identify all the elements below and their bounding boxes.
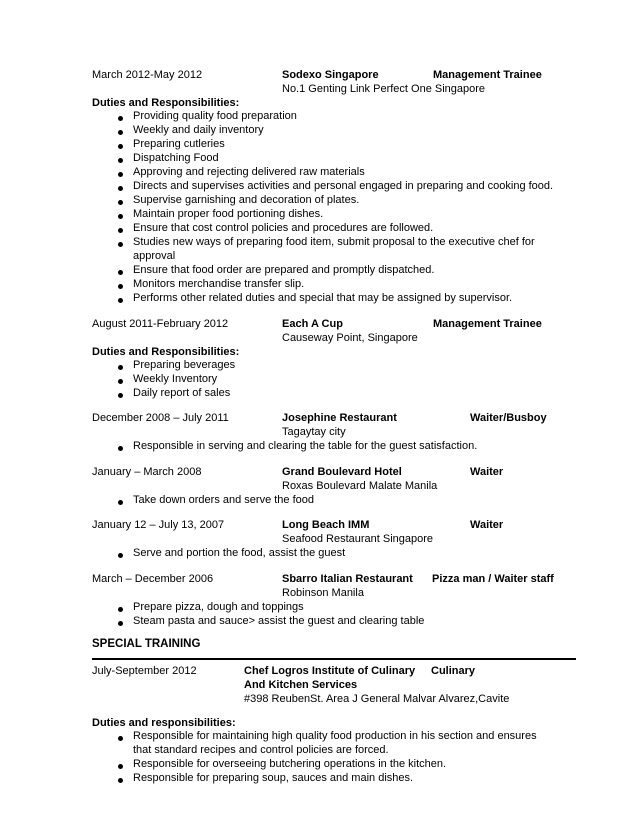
job-date: January – March 2008 <box>92 466 202 478</box>
duty-item: Performs other related duties and special that may be assigned by supervisor. <box>133 292 513 304</box>
duty-item: Ensure that food order are prepared and promptly dispatched. <box>133 264 435 276</box>
duty-item: Preparing cutleries <box>133 138 225 150</box>
bullet-icon <box>118 298 123 303</box>
job-position: Waiter <box>470 519 504 531</box>
duty-item: Supervise garnishing and decoration of plates. <box>133 194 360 206</box>
duties-heading: Duties and Responsibilities: <box>92 346 240 358</box>
job-address: No.1 Genting Link Perfect One Singapore <box>282 83 486 95</box>
bullet-icon <box>118 736 123 741</box>
training-address: #398 ReubenSt. Area J General Malvar Alvarez,Cavite <box>244 693 510 705</box>
duty-item: Responsible for maintaining high quality food production in his section and ensures <box>133 730 537 742</box>
duty-item-continued: that standard recipes and control policies are forced. <box>133 744 389 756</box>
bullet-icon <box>118 607 123 612</box>
bullet-icon <box>118 393 123 398</box>
bullet-icon <box>118 130 123 135</box>
bullet-icon <box>118 214 123 219</box>
job-company: Long Beach IMM <box>282 519 370 531</box>
duty-item: Monitors merchandise transfer slip. <box>133 278 305 290</box>
job-position: Management Trainee <box>433 318 542 330</box>
job-date: March 2012-May 2012 <box>92 69 203 81</box>
job-address: Seafood Restaurant Singapore <box>282 533 434 545</box>
job-position: Waiter <box>470 466 504 478</box>
bullet-icon <box>118 379 123 384</box>
duty-item-continued: approval <box>133 250 176 262</box>
bullet-icon <box>118 144 123 149</box>
training-course: Culinary <box>431 665 476 677</box>
bullet-icon <box>118 778 123 783</box>
duty-item: Daily report of sales <box>133 387 231 399</box>
duty-item: Steam pasta and sauce> assist the guest and clearing table <box>133 615 425 627</box>
training-institution-line2: And Kitchen Services <box>244 679 358 691</box>
duty-item: Approving and rejecting delivered raw materials <box>133 166 365 178</box>
job-company: Sbarro Italian Restaurant <box>282 573 413 585</box>
bullet-icon <box>118 500 123 505</box>
bullet-icon <box>118 228 123 233</box>
duty-item: Responsible for preparing soup, sauces and main dishes. <box>133 772 414 784</box>
job-date: March – December 2006 <box>92 573 214 585</box>
duty-item: Maintain proper food portioning dishes. <box>133 208 324 220</box>
duty-item: Prepare pizza, dough and toppings <box>133 601 304 613</box>
bullet-icon <box>118 621 123 626</box>
job-address: Tagaytay city <box>282 426 346 438</box>
job-company: Sodexo Singapore <box>282 69 379 81</box>
duty-item: Providing quality food preparation <box>133 110 297 122</box>
bullet-icon <box>118 365 123 370</box>
duty-item: Ensure that cost control policies and procedures are followed. <box>133 222 434 234</box>
training-date: July-September 2012 <box>92 665 197 677</box>
job-address: Causeway Point, Singapore <box>282 332 418 344</box>
duty-item: Preparing beverages <box>133 359 236 371</box>
duties-heading: Duties and responsibilities: <box>92 717 236 729</box>
job-address: Robinson Manila <box>282 587 364 599</box>
duty-item: Take down orders and serve the food <box>133 494 315 506</box>
bullet-icon <box>118 284 123 289</box>
duties-heading: Duties and Responsibilities: <box>92 97 240 109</box>
job-position: Management Trainee <box>433 69 542 81</box>
job-address: Roxas Boulevard Malate Manila <box>282 480 438 492</box>
bullet-icon <box>118 553 123 558</box>
bullet-icon <box>118 270 123 275</box>
duty-item: Dispatching Food <box>133 152 219 164</box>
bullet-icon <box>118 764 123 769</box>
bullet-icon <box>118 186 123 191</box>
duty-item: Studies new ways of preparing food item, submit proposal to the executive chef for <box>133 236 535 248</box>
job-date: December 2008 – July 2011 <box>92 412 229 424</box>
job-company: Grand Boulevard Hotel <box>282 466 402 478</box>
bullet-icon <box>118 242 123 247</box>
duty-item: Weekly Inventory <box>133 373 218 385</box>
bullet-icon <box>118 446 123 451</box>
duty-item: Responsible for overseeing butchering operations in the kitchen. <box>133 758 447 770</box>
job-date: August 2011-February 2012 <box>92 318 229 330</box>
training-institution: Chef Logros Institute of Culinary <box>244 665 416 677</box>
job-date: January 12 – July 13, 2007 <box>92 519 225 531</box>
duty-item: Serve and portion the food, assist the guest <box>133 547 346 559</box>
section-divider <box>92 658 576 660</box>
duty-item: Directs and supervises activities and personal engaged in preparing and cooking food. <box>133 180 554 192</box>
duty-item: Weekly and daily inventory <box>133 124 264 136</box>
duty-item: Responsible in serving and clearing the table for the guest satisfaction. <box>133 440 478 452</box>
bullet-icon <box>118 158 123 163</box>
job-company: Each A Cup <box>282 318 343 330</box>
job-position: Pizza man / Waiter staff <box>432 573 554 585</box>
job-position: Waiter/Busboy <box>470 412 547 424</box>
job-company: Josephine Restaurant <box>282 412 397 424</box>
bullet-icon <box>118 116 123 121</box>
bullet-icon <box>118 172 123 177</box>
section-heading: SPECIAL TRAINING <box>92 638 201 650</box>
bullet-icon <box>118 200 123 205</box>
